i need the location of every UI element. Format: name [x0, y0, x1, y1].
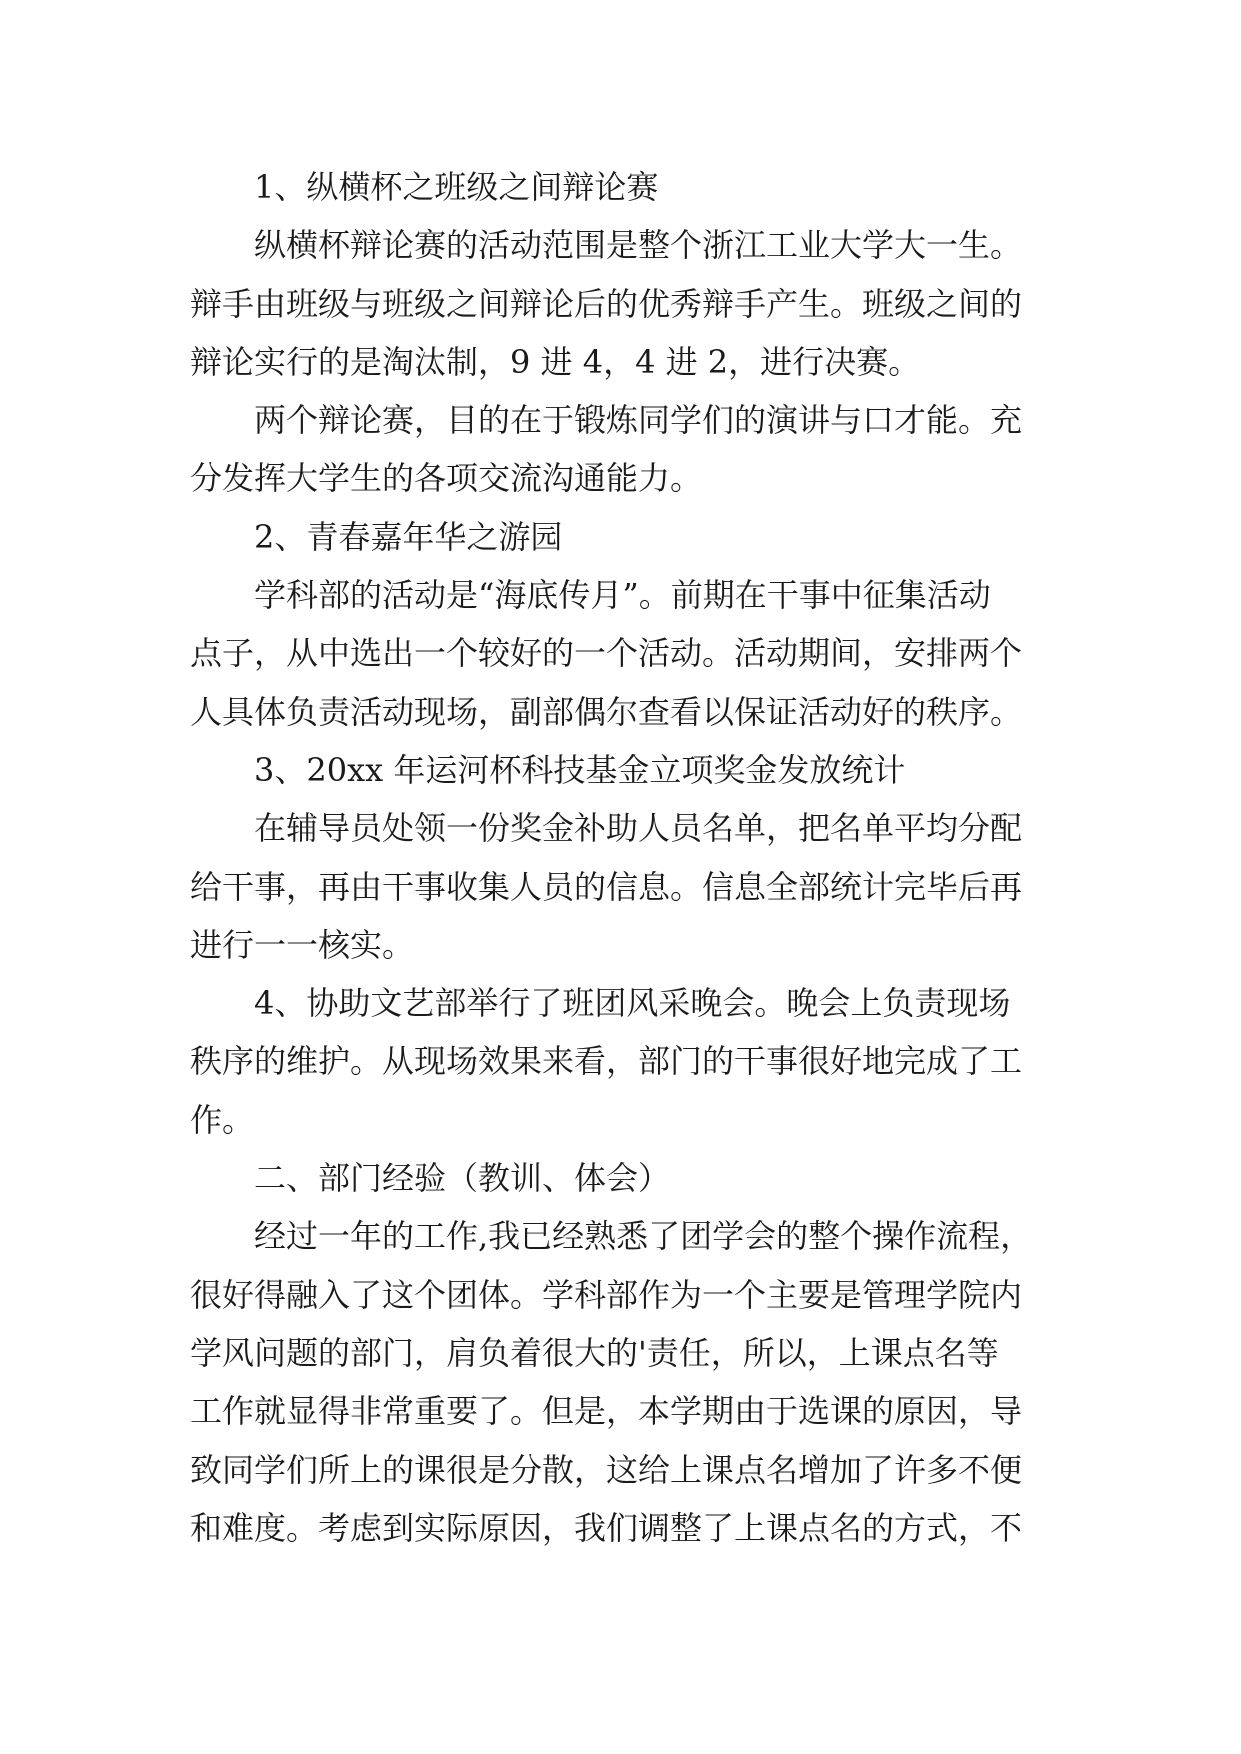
paragraph: [190, 158, 1040, 216]
text-line: 两个辩论赛，目的在于锻炼同学们的演讲与口才能。充: [254, 401, 1023, 440]
text-line: 学风问题的部门，肩负着很大的'责任，所以，上课点名等: [190, 1333, 999, 1372]
text-line: 秩序的维护。从现场效果来看，部门的干事很好地完成了工: [190, 1042, 1023, 1081]
text-line: 点子，从中选出一个较好的一个活动。活动期间，安排两个: [190, 634, 1023, 673]
paragraph: [190, 391, 1040, 508]
text-line: 经过一年的工作,我已经熟悉了团学会的整个操作流程，: [254, 1217, 1033, 1256]
text-line: 和难度。考虑到实际原因，我们调整了上课点名的方式，不: [190, 1508, 1023, 1547]
paragraph: [190, 799, 1040, 974]
text-line: 1、纵横杯之班级之间辩论赛: [254, 168, 659, 206]
text-line: 工作就显得非常重要了。但是，本学期由于选课的原因，导: [190, 1392, 1023, 1431]
text-line: 分发挥大学生的各项交流沟通能力。: [190, 459, 703, 498]
text-line: 2、青春嘉年华之游园: [254, 517, 563, 556]
text-line: 在辅导员处领一份奖金补助人员名单，把名单平均分配: [254, 809, 1023, 848]
text-line: 3、20xx 年运河杯科技基金立项奖金发放统计: [254, 750, 906, 789]
paragraph: [190, 216, 1040, 391]
text-line: 人具体负责活动现场，副部偶尔查看以保证活动好的秩序。: [190, 692, 1023, 731]
text-line: 很好得融入了这个团体。学科部作为一个主要是管理学院内: [190, 1275, 1023, 1314]
text-line: 二、部门经验（教训、体会）: [254, 1159, 671, 1198]
text-line: 进行一一核实。: [190, 925, 415, 964]
text-line: 作。: [190, 1100, 255, 1139]
text-line: 纵横杯辩论赛的活动范围是整个浙江工业大学大一生。: [254, 226, 1023, 265]
document-body: [190, 158, 1040, 1557]
paragraph: [190, 741, 1040, 799]
text-line: 4、协助文艺部举行了班团风采晚会。晚会上负责现场: [254, 984, 1011, 1023]
paragraph: [190, 1149, 1040, 1207]
text-line: 致同学们所上的课很是分散，这给上课点名增加了许多不便: [190, 1450, 1023, 1489]
paragraph: [190, 974, 1040, 1149]
paragraph: [190, 566, 1040, 741]
text-line: 学科部的活动是“海底传月”。前期在干事中征集活动: [254, 576, 991, 615]
text-line: 辩手由班级与班级之间辩论后的优秀辩手产生。班级之间的: [190, 284, 1023, 323]
paragraph: [190, 1207, 1040, 1557]
text-line: 给干事，再由干事收集人员的信息。信息全部统计完毕后再: [190, 867, 1023, 906]
text-line: 辩论实行的是淘汰制，9 进 4，4 进 2，进行决赛。: [190, 342, 921, 381]
paragraph: [190, 508, 1040, 566]
